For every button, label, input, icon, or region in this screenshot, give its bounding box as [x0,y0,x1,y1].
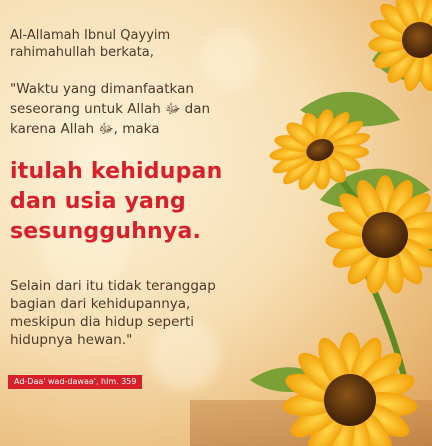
attribution-text: Al-Allamah Ibnul Qayyim rahimahullah berkata, [10,28,171,60]
closing-text: Selain dari itu tidak teranggap bagian dari kehidupannya, meskipun dia hidup seperti hidupnya hewan." [10,278,216,348]
highlight-text: itulah kehidupan dan usia yang sesungguhnya. [10,159,223,244]
sunflower [367,0,432,93]
quote-text: "Waktu yang dimanfaatkan seseorang untuk Allah ﷻ dan karena Allah ﷻ, maka [10,81,211,137]
source-label: Ad-Daa' wad-dawaa', hlm. 359 [8,375,142,389]
